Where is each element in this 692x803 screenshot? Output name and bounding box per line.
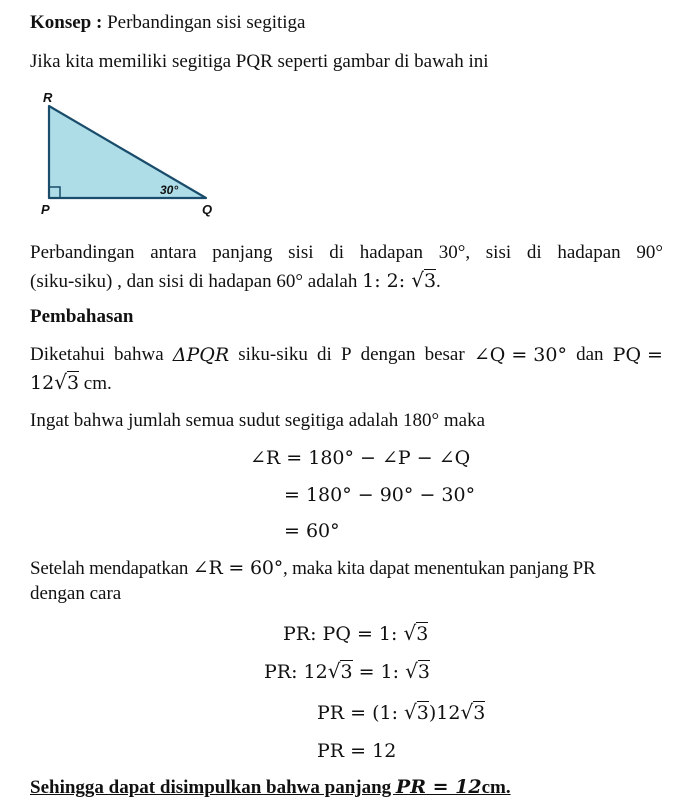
sqrt-arg: 3 xyxy=(340,661,353,683)
word: antara xyxy=(150,242,197,263)
sqrt-arg: 3 xyxy=(417,661,430,683)
eq-lhs: PR xyxy=(317,740,345,762)
eq-rhs: = 1: xyxy=(352,661,406,683)
conclusion-unit: cm. xyxy=(481,777,511,798)
angle-r-math: ∠R = 60° xyxy=(192,557,284,579)
angle-eq-line-1 xyxy=(250,446,470,470)
pembahasan-heading: Pembahasan xyxy=(30,306,134,327)
word: 30°, xyxy=(438,242,471,263)
ratio-line-1 xyxy=(30,241,663,265)
angle-eq-line-2: = 180° − 90° − 30° xyxy=(284,484,476,506)
word: dan xyxy=(576,344,604,365)
setelah-text: , maka kita dapat menentukan panjang PR xyxy=(283,558,596,579)
sqrt: √3 xyxy=(327,659,353,683)
ratio-text: (siku-siku) , dan sisi di hadapan 60° adalah xyxy=(30,271,363,292)
word: hadapan xyxy=(359,242,424,263)
word: di xyxy=(329,242,344,263)
konsep-line xyxy=(30,11,306,35)
word: P xyxy=(340,344,352,365)
sqrt: √3 xyxy=(460,700,486,724)
conclusion xyxy=(30,775,511,800)
word: Perbandingan xyxy=(30,242,135,263)
pq-math: PQ = xyxy=(612,344,663,366)
pr-eq-line-1 xyxy=(283,621,428,646)
konsep-title: Perbandingan sisi segitiga xyxy=(107,12,306,33)
ingat-text: Ingat bahwa jumlah semua sudut segitiga adalah 180° maka xyxy=(30,410,486,431)
word: bahwa xyxy=(114,344,164,365)
vertex-p-label: P xyxy=(41,202,50,217)
setelah-text: Setelah mendapatkan xyxy=(30,558,193,579)
eq-rhs: = 180° − ∠P − ∠Q xyxy=(286,447,471,469)
pr-eq-line-4 xyxy=(317,739,396,763)
angle-q-math: ∠Q = 30° xyxy=(473,344,567,366)
angle-eq-line-3: = 60° xyxy=(284,520,340,542)
pq-unit: cm. xyxy=(79,373,112,394)
word: hadapan xyxy=(557,242,621,263)
word: di xyxy=(526,242,542,263)
pq-value: 12 xyxy=(30,372,55,394)
pr-eq-line-3 xyxy=(317,700,485,725)
word: di xyxy=(317,344,332,365)
word: sisi xyxy=(288,242,314,263)
triangle-figure xyxy=(36,86,226,220)
sqrt-arg: 3 xyxy=(423,270,437,292)
eq-rhs: )12 xyxy=(428,702,461,724)
sqrt-arg: 3 xyxy=(416,702,429,724)
sqrt: √3 xyxy=(403,621,429,645)
word: sisi xyxy=(485,242,512,263)
ratio-math: 1: 2: xyxy=(362,270,412,292)
konsep-label: Konsep : xyxy=(30,12,103,33)
eq-rhs: = (1: xyxy=(350,702,405,724)
sqrt-arg: 3 xyxy=(416,623,429,645)
word: dengan xyxy=(360,344,416,365)
setelah-line-2: dengan cara xyxy=(30,583,122,604)
triangle-shape xyxy=(49,106,206,198)
diketahui-line-1 xyxy=(30,343,663,367)
word: siku-siku xyxy=(238,344,308,365)
conclusion-text: Sehingga dapat disimpulkan bahwa panjang xyxy=(30,777,396,798)
eq-lhs: PR: 12 xyxy=(264,661,328,683)
setelah-line-1 xyxy=(30,556,596,581)
vertex-q-label: Q xyxy=(202,202,213,217)
word: Diketahui xyxy=(30,344,105,365)
angle-label: 30° xyxy=(160,183,179,197)
pr-eq-line-2 xyxy=(264,659,430,684)
intro-text: Jika kita memiliki segitiga PQR seperti gambar di bawah ini xyxy=(30,51,489,72)
conclusion-math: PR = 12 xyxy=(395,776,482,798)
eq-lhs: ∠R xyxy=(250,447,281,469)
eq-lhs: PR xyxy=(317,702,345,724)
sqrt: √3 xyxy=(411,268,437,292)
ratio-line-2 xyxy=(30,268,441,294)
diketahui-line-2 xyxy=(30,370,112,396)
sqrt-arg: 3 xyxy=(473,702,486,724)
eq-rhs: = 1: xyxy=(356,623,404,645)
triangle-symbol: ΔPQR xyxy=(172,344,230,366)
vertex-r-label: R xyxy=(43,90,53,105)
sqrt-arg: 3 xyxy=(66,372,80,394)
sqrt: √3 xyxy=(404,700,429,724)
sqrt: √3 xyxy=(54,370,80,394)
word: besar xyxy=(424,344,465,365)
eq-lhs: PR: PQ xyxy=(283,623,351,645)
word: panjang xyxy=(212,242,273,263)
ratio-end: . xyxy=(436,271,441,292)
sqrt: √3 xyxy=(405,659,430,683)
eq-rhs: = 12 xyxy=(350,740,397,762)
word: 90° xyxy=(636,242,663,263)
